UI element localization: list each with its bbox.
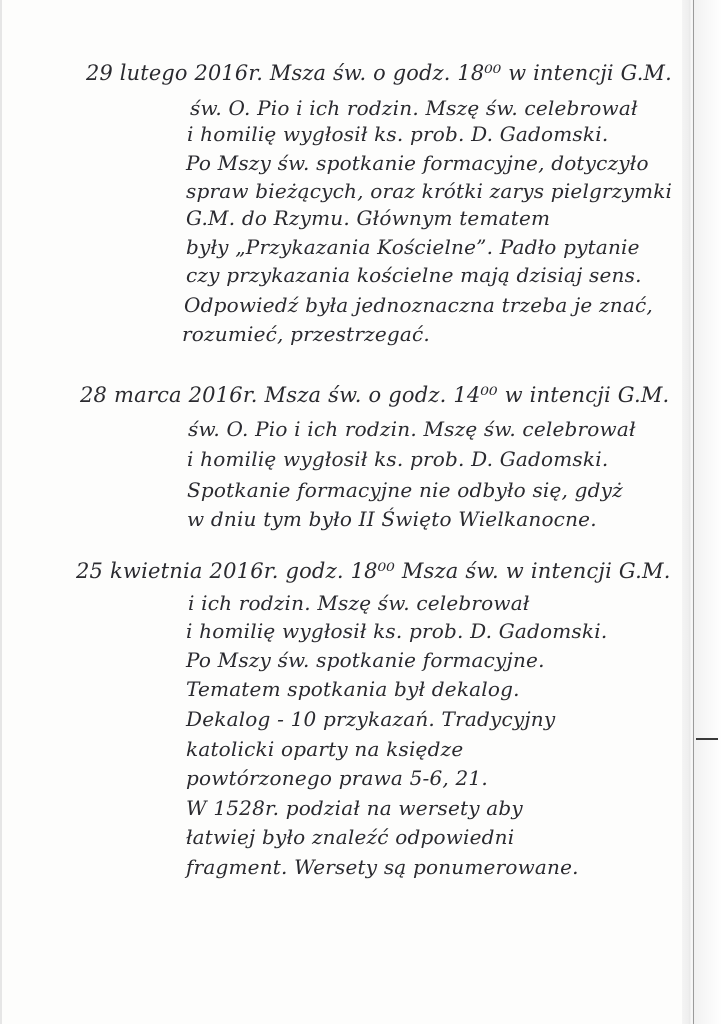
- entry-line: Spotkanie formacyjne nie odbyło się, gdyż: [187, 478, 623, 502]
- entry-line: łatwiej było znaleźć odpowiedni: [186, 825, 515, 849]
- entry-heading: 28 marca 2016r. Msza św. o godz. 14⁰⁰ w intencji G.M.: [80, 383, 670, 407]
- entry-line: czy przykazania kościelne mają dzisiaj sens.: [186, 263, 642, 287]
- entry-line: G.M. do Rzymu. Głównym tematem: [186, 206, 551, 230]
- entry-line: św. O. Pio i ich rodzin. Mszę św. celebrował: [188, 417, 636, 441]
- entry-line: i ich rodzin. Mszę św. celebrował: [188, 591, 530, 615]
- entry-line: spraw bieżących, oraz krótki zarys pielgrzymki: [186, 179, 673, 203]
- entry-line: W 1528r. podział na wersety aby: [186, 796, 523, 820]
- page-edge-line: [693, 0, 694, 1024]
- entry-line: były „Przykazania Kościelne”. Padło pytanie: [186, 235, 640, 259]
- entry-line: Po Mszy św. spotkanie formacyjne, dotyczyło: [186, 151, 649, 175]
- entry-line: powtórzonego prawa 5-6, 21.: [186, 766, 488, 790]
- entry-line: Po Mszy św. spotkanie formacyjne.: [186, 648, 545, 672]
- entry-line: i homilię wygłosił ks. prob. D. Gadomski.: [187, 122, 609, 146]
- entry-line: Dekalog - 10 przykazań. Tradycyjny: [186, 707, 556, 731]
- entry-line: św. O. Pio i ich rodzin. Mszę św. celebrował: [190, 96, 638, 120]
- entry-heading: 29 lutego 2016r. Msza św. o godz. 18⁰⁰ w intencji G.M.: [86, 61, 672, 85]
- entry-line: Odpowiedź była jednoznaczna trzeba je znać,: [184, 293, 653, 317]
- entry-heading: 25 kwietnia 2016r. godz. 18⁰⁰ Msza św. w intencji G.M.: [76, 559, 671, 583]
- entry-line: fragment. Wersety są ponumerowane.: [186, 855, 579, 879]
- entry-line: i homilię wygłosił ks. prob. D. Gadomski.: [186, 619, 608, 643]
- page-edge: [682, 0, 722, 1024]
- entry-line: w dniu tym było II Święto Wielkanocne.: [187, 507, 597, 531]
- entry-line: rozumieć, przestrzegać.: [182, 322, 430, 346]
- entry-line: katolicki oparty na księdze: [186, 737, 464, 761]
- entry-line: Tematem spotkania był dekalog.: [186, 677, 520, 701]
- page-mark: [696, 738, 718, 740]
- entry-line: i homilię wygłosił ks. prob. D. Gadomski.: [187, 447, 609, 471]
